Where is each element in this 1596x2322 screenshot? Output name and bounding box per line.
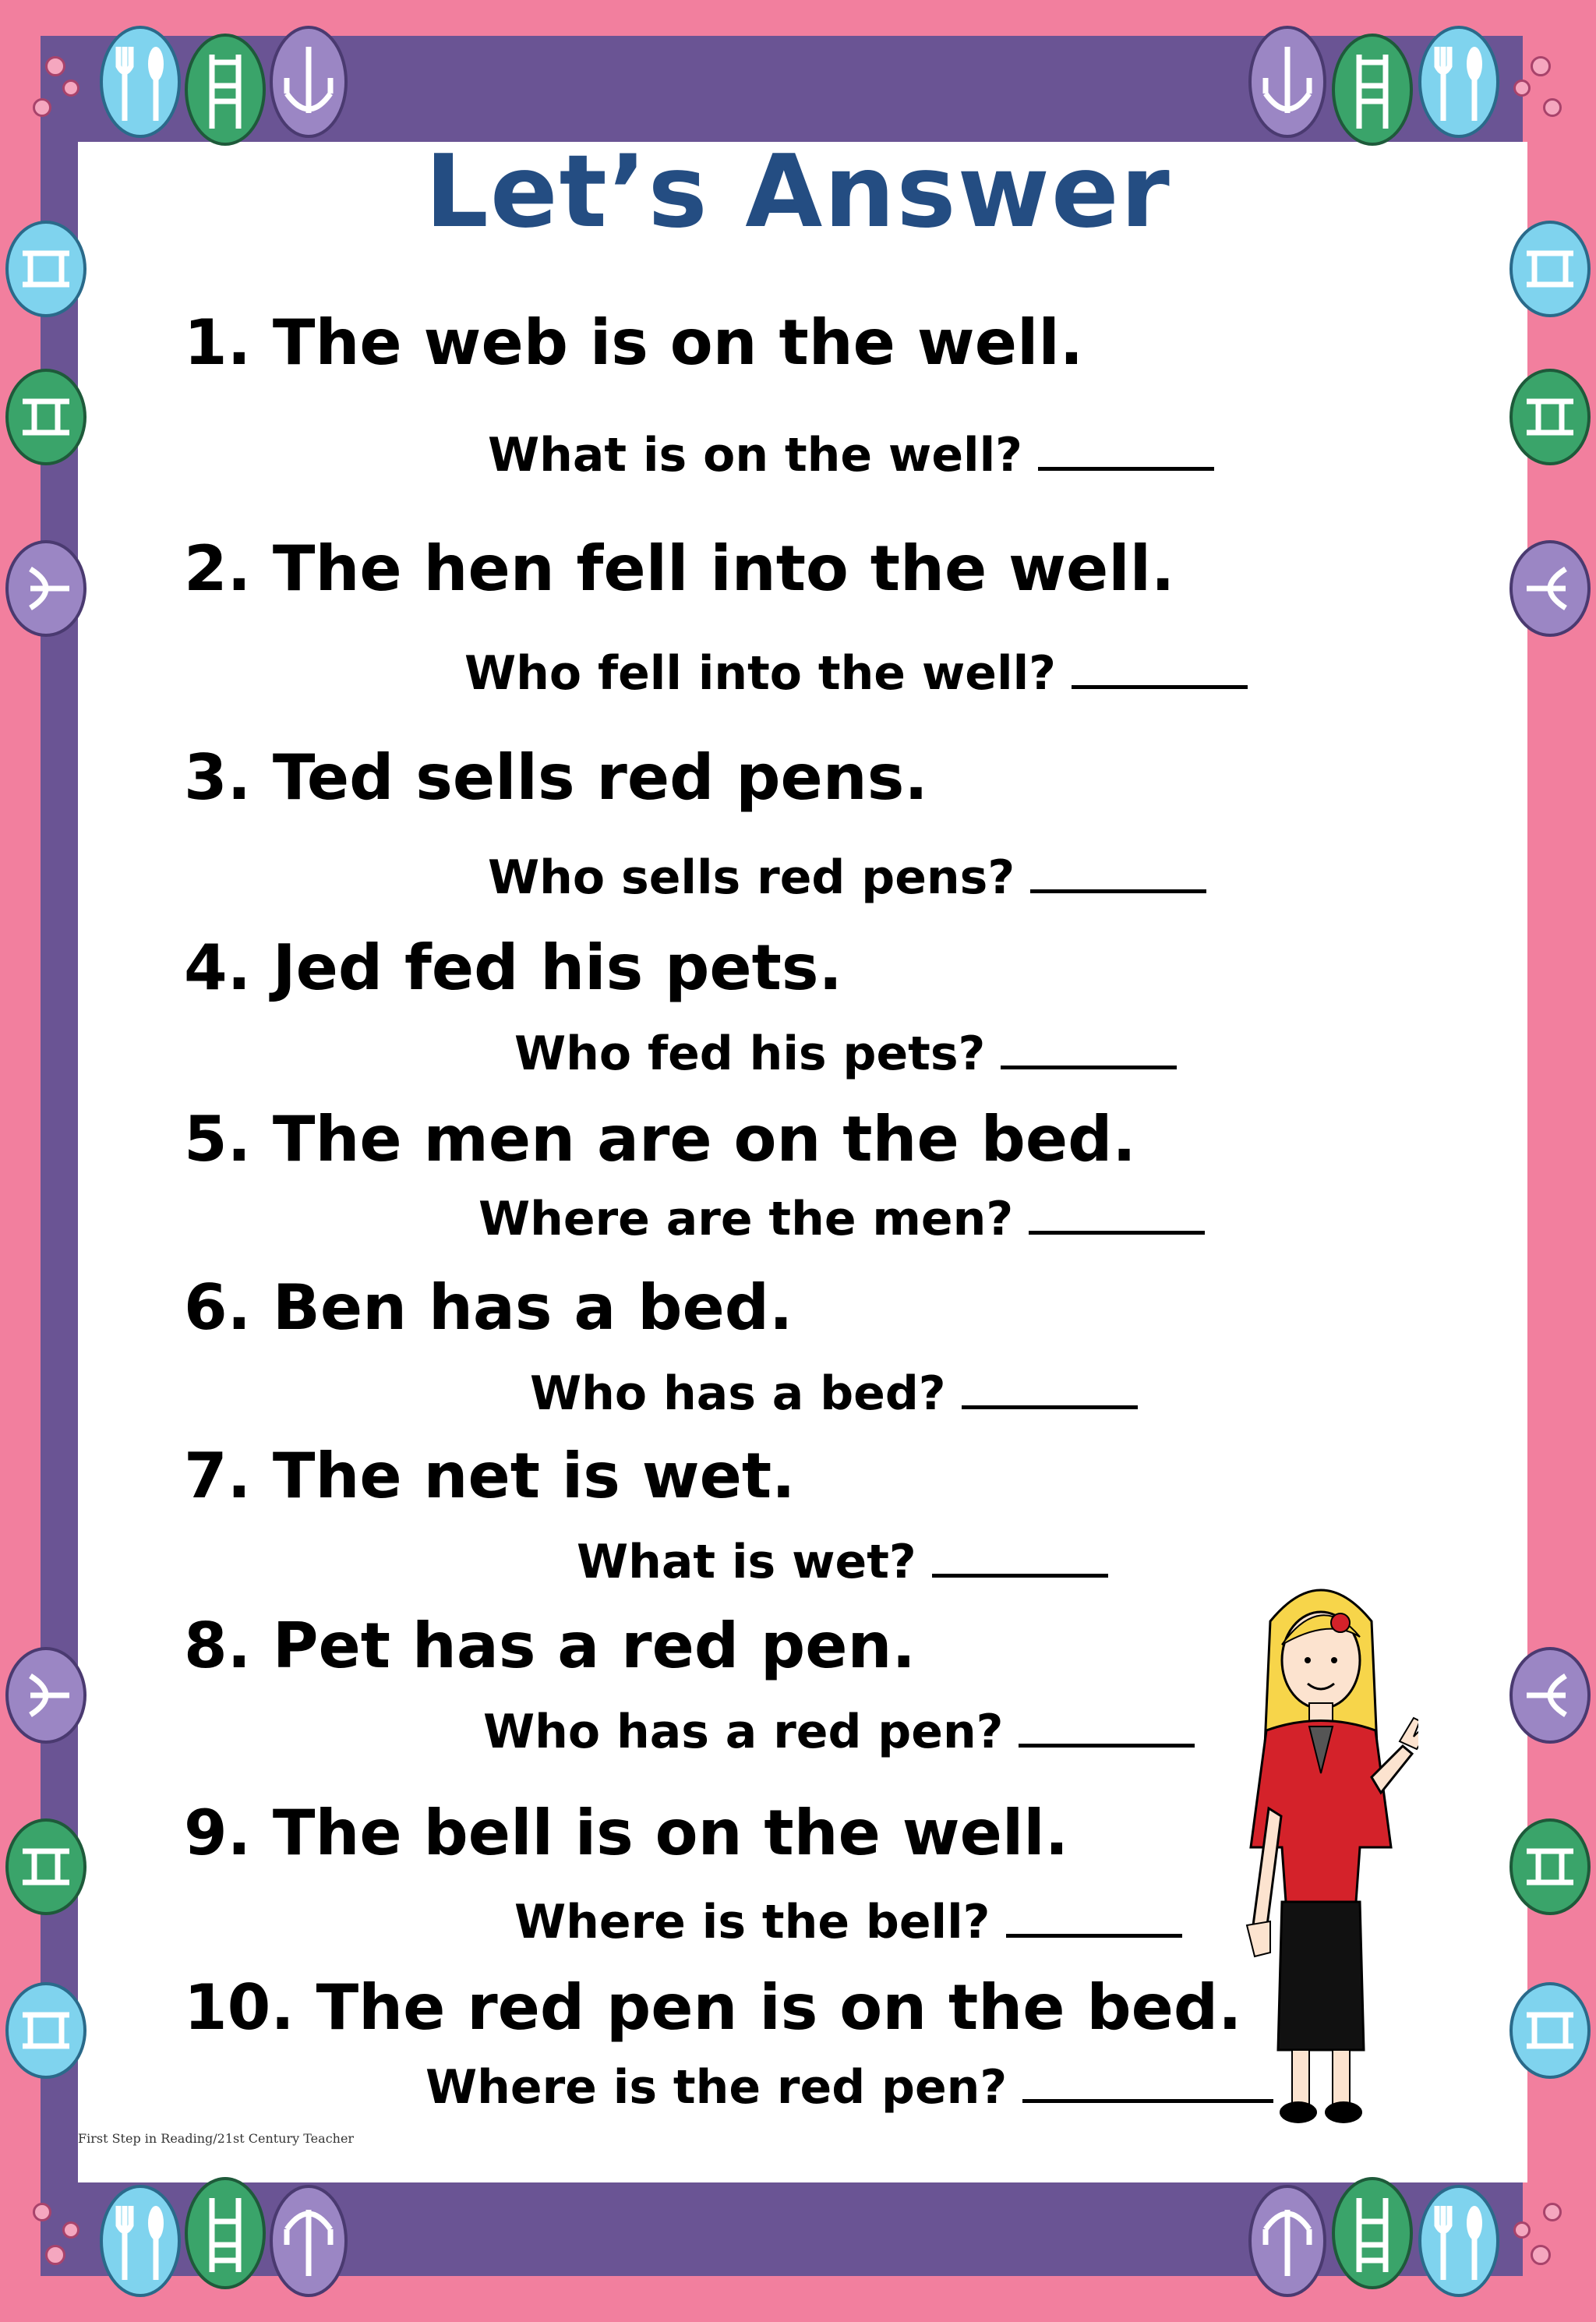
- statement-1: 1. The web is on the well.: [184, 306, 1084, 379]
- fork-gem-icon: [268, 2182, 349, 2299]
- statement-6: 6. Ben has a bed.: [184, 1271, 793, 1344]
- chair-gem-icon: [3, 1816, 89, 1917]
- question-10: [425, 2059, 1273, 2115]
- question-text: Where is the bell?: [514, 1895, 990, 1949]
- answer-blank[interactable]: [932, 1566, 1108, 1578]
- decorative-dot: [1531, 56, 1551, 76]
- question-text: What is wet?: [577, 1535, 916, 1589]
- question-9: [514, 1894, 1182, 1950]
- question-text: What is on the well?: [488, 428, 1022, 482]
- page-title: Let’s Answer: [425, 134, 1171, 250]
- answer-blank[interactable]: [1038, 459, 1214, 471]
- chair-gem-icon: [1329, 31, 1415, 148]
- fork-gem-icon: [1507, 538, 1593, 639]
- answer-blank[interactable]: [1001, 1058, 1177, 1069]
- answer-blank[interactable]: [1006, 1926, 1182, 1938]
- fork-spoon-gem-icon: [97, 23, 184, 140]
- fork-gem-icon: [3, 538, 89, 639]
- question-text: Who has a bed?: [530, 1366, 946, 1421]
- footer-credit: First Step in Reading/21st Century Teacher: [78, 2131, 355, 2146]
- fork-spoon-gem-icon: [1507, 1980, 1593, 2081]
- question-4: [514, 1026, 1177, 1082]
- fork-spoon-gem-icon: [97, 2182, 184, 2299]
- question-2: [464, 645, 1248, 702]
- fork-gem-icon: [268, 23, 349, 140]
- decorative-dot: [1513, 80, 1531, 97]
- statement-9: 9. The bell is on the well.: [184, 1797, 1069, 1869]
- question-7: [577, 1534, 1108, 1590]
- answer-blank[interactable]: [1030, 882, 1206, 893]
- decorative-dot: [33, 2203, 51, 2221]
- statement-10: 10. The red pen is on the bed.: [184, 1971, 1242, 2044]
- chair-gem-icon: [182, 31, 268, 148]
- decorative-dot: [62, 80, 79, 97]
- chair-gem-icon: [3, 366, 89, 468]
- decorative-dot: [62, 2221, 79, 2239]
- fork-spoon-gem-icon: [1415, 2182, 1502, 2299]
- decorative-dot: [1531, 2245, 1551, 2265]
- fork-spoon-gem-icon: [1415, 23, 1502, 140]
- statement-7: 7. The net is wet.: [184, 1440, 796, 1512]
- question-5: [478, 1191, 1205, 1247]
- question-text: Who fed his pets?: [514, 1027, 986, 1081]
- chair-gem-icon: [1507, 366, 1593, 468]
- teacher-illustration: [1223, 1575, 1418, 2136]
- question-text: Who fell into the well?: [464, 646, 1056, 701]
- statement-5: 5. The men are on the bed.: [184, 1103, 1136, 1175]
- answer-blank[interactable]: [962, 1398, 1138, 1409]
- answer-blank[interactable]: [1029, 1223, 1205, 1235]
- statement-2: 2. The hen fell into the well.: [184, 532, 1175, 605]
- question-text: Where are the men?: [478, 1192, 1014, 1246]
- chair-gem-icon: [182, 2175, 268, 2292]
- chair-gem-icon: [1329, 2175, 1415, 2292]
- decorative-dot: [1543, 2203, 1562, 2221]
- fork-gem-icon: [1247, 23, 1328, 140]
- question-1: [488, 427, 1214, 483]
- question-text: Who sells red pens?: [488, 850, 1015, 905]
- question-text: Where is the red pen?: [425, 2060, 1008, 2115]
- fork-gem-icon: [1247, 2182, 1328, 2299]
- question-6: [530, 1366, 1138, 1422]
- question-text: Who has a red pen?: [483, 1705, 1004, 1759]
- decorative-dot: [45, 2245, 65, 2265]
- fork-gem-icon: [1507, 1645, 1593, 1746]
- question-3: [488, 850, 1206, 906]
- chair-gem-icon: [1507, 1816, 1593, 1917]
- statement-3: 3. Ted sells red pens.: [184, 741, 928, 814]
- answer-blank[interactable]: [1072, 677, 1248, 689]
- decorative-dot: [1543, 98, 1562, 117]
- answer-blank[interactable]: [1019, 1736, 1195, 1748]
- statement-4: 4. Jed fed his pets.: [184, 931, 842, 1004]
- decorative-dot: [1513, 2221, 1531, 2239]
- fork-spoon-gem-icon: [3, 1980, 89, 2081]
- decorative-dot: [45, 56, 65, 76]
- fork-gem-icon: [3, 1645, 89, 1746]
- statement-8: 8. Pet has a red pen.: [184, 1610, 916, 1682]
- decorative-dot: [33, 98, 51, 117]
- question-8: [483, 1704, 1195, 1760]
